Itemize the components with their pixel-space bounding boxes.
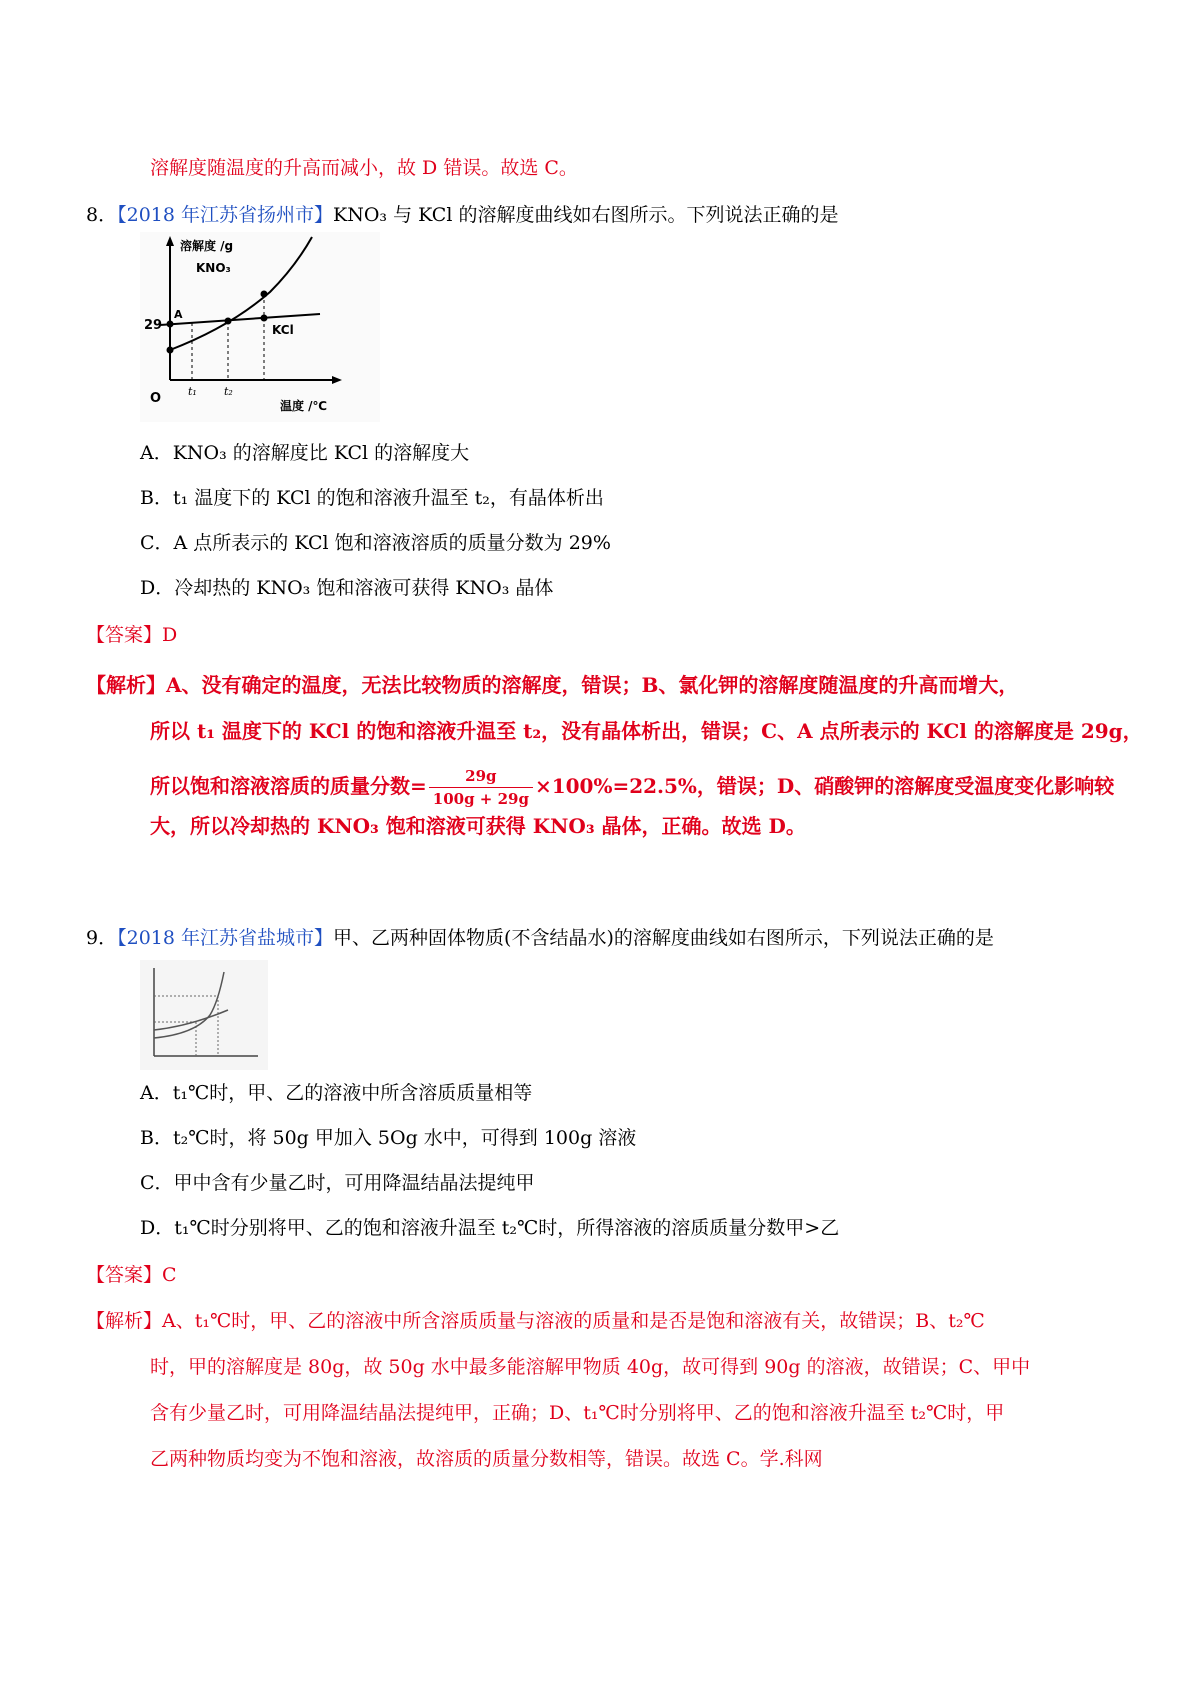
question-stem: KNO₃ 与 KCl 的溶解度曲线如右图所示。下列说法正确的是	[333, 204, 839, 226]
option-d: D．冷却热的 KNO₃ 饱和溶液可获得 KNO₃ 晶体	[140, 577, 554, 599]
jia-yi-solubility-figure	[140, 960, 268, 1070]
point-a-axis	[167, 321, 174, 328]
option-a: A．KNO₃ 的溶解度比 KCl 的溶解度大	[140, 442, 470, 464]
origin-label: O	[150, 391, 162, 406]
option-c: C．A 点所表示的 KCl 饱和溶液溶质的质量分数为 29%	[140, 532, 611, 554]
analysis-line-3-suffix: ×100%=22.5%，错误；D、硝酸钾的溶解度受温度变化影响较	[534, 774, 1115, 798]
kcl-label: KCl	[272, 323, 294, 337]
question-number: 9．	[86, 927, 118, 949]
kno3-kcl-solubility-figure	[140, 232, 380, 422]
figure-background	[140, 960, 268, 1070]
analysis-line-3-prefix: 所以饱和溶液溶质的质量分数=	[150, 774, 427, 798]
option-d: D．t₁℃时分别将甲、乙的饱和溶液升温至 t₂℃时，所得溶液的溶质质量分数甲>乙	[140, 1217, 840, 1239]
fraction-numerator: 29g	[429, 765, 533, 788]
mass-fraction-formula	[429, 765, 533, 810]
kno3-t2-point	[261, 291, 268, 298]
option-b: B．t₂℃时，将 50g 甲加入 5Og 水中，可得到 100g 溶液	[140, 1127, 637, 1149]
figure-background	[140, 232, 380, 422]
t1-label: t₁	[188, 385, 197, 398]
kno3-label: KNO₃	[196, 261, 231, 275]
analysis-line-1: 【解析】A、t₁℃时，甲、乙的溶液中所含溶质质量与溶液的质量和是否是饱和溶液有关，故错误；B、t₂℃	[86, 1310, 985, 1332]
analysis-line-4: 大，所以冷却热的 KNO₃ 饱和溶液可获得 KNO₃ 晶体，正确。故选 D。	[150, 814, 806, 838]
question-9-header	[86, 925, 994, 951]
carry-over-line: 溶解度随温度的升高而减小，故 D 错误。故选 C。	[150, 157, 578, 179]
y-tick-29: 29	[144, 318, 163, 333]
source-open-bracket: 【	[117, 204, 127, 226]
question-8-header	[86, 202, 838, 228]
intersection-point	[225, 318, 232, 325]
option-a: A．t₁℃时，甲、乙的溶液中所含溶质质量相等	[140, 1082, 533, 1104]
analysis-line-2: 时，甲的溶解度是 80g，故 50g 水中最多能溶解甲物质 40g，故可得到 90g 的溶液，故错误；C、甲中	[150, 1356, 1031, 1378]
t2-label: t₂	[224, 385, 233, 398]
analysis-line-4: 乙两种物质均变为不饱和溶液，故溶质的质量分数相等，错误。故选 C。学.科网	[150, 1448, 823, 1470]
kcl-t2-point	[261, 315, 268, 322]
question-source: 2018 年江苏省扬州市	[126, 204, 315, 226]
question-stem: 甲、乙两种固体物质(不含结晶水)的溶解度曲线如右图所示，下列说法正确的是	[333, 927, 994, 949]
fraction-denominator: 100g + 29g	[432, 790, 529, 808]
analysis-line-1: 【解析】A、没有确定的温度，无法比较物质的溶解度，错误；B、氯化钾的溶解度随温度的升高而增大，	[86, 673, 1019, 697]
option-b: B．t₁ 温度下的 KCl 的饱和溶液升温至 t₂，有晶体析出	[140, 487, 604, 509]
y-axis-label: 溶解度 /g	[180, 239, 234, 253]
analysis-line-3	[150, 765, 1114, 810]
answer: 【答案】D	[86, 624, 178, 646]
point-kno3-start	[167, 347, 174, 354]
analysis-line-3: 含有少量乙时，可用降温结晶法提纯甲，正确；D、t₁℃时分别将甲、乙的饱和溶液升温至 t₂℃时，甲	[150, 1402, 1005, 1424]
point-a-label: A	[174, 308, 183, 321]
x-axis-label: 温度 /℃	[280, 399, 328, 413]
answer: 【答案】C	[86, 1264, 177, 1286]
option-c: C．甲中含有少量乙时，可用降温结晶法提纯甲	[140, 1172, 535, 1194]
source-close-bracket: 】	[314, 927, 334, 949]
question-number: 8．	[86, 204, 118, 226]
analysis-line-2: 所以 t₁ 温度下的 KCl 的饱和溶液升温至 t₂，没有晶体析出，错误；C、A 点所表示的 KCl 的溶解度是 29g，	[150, 719, 1143, 743]
question-source: 2018 年江苏省盐城市	[126, 927, 315, 949]
source-open-bracket: 【	[117, 927, 127, 949]
source-close-bracket: 】	[314, 204, 334, 226]
